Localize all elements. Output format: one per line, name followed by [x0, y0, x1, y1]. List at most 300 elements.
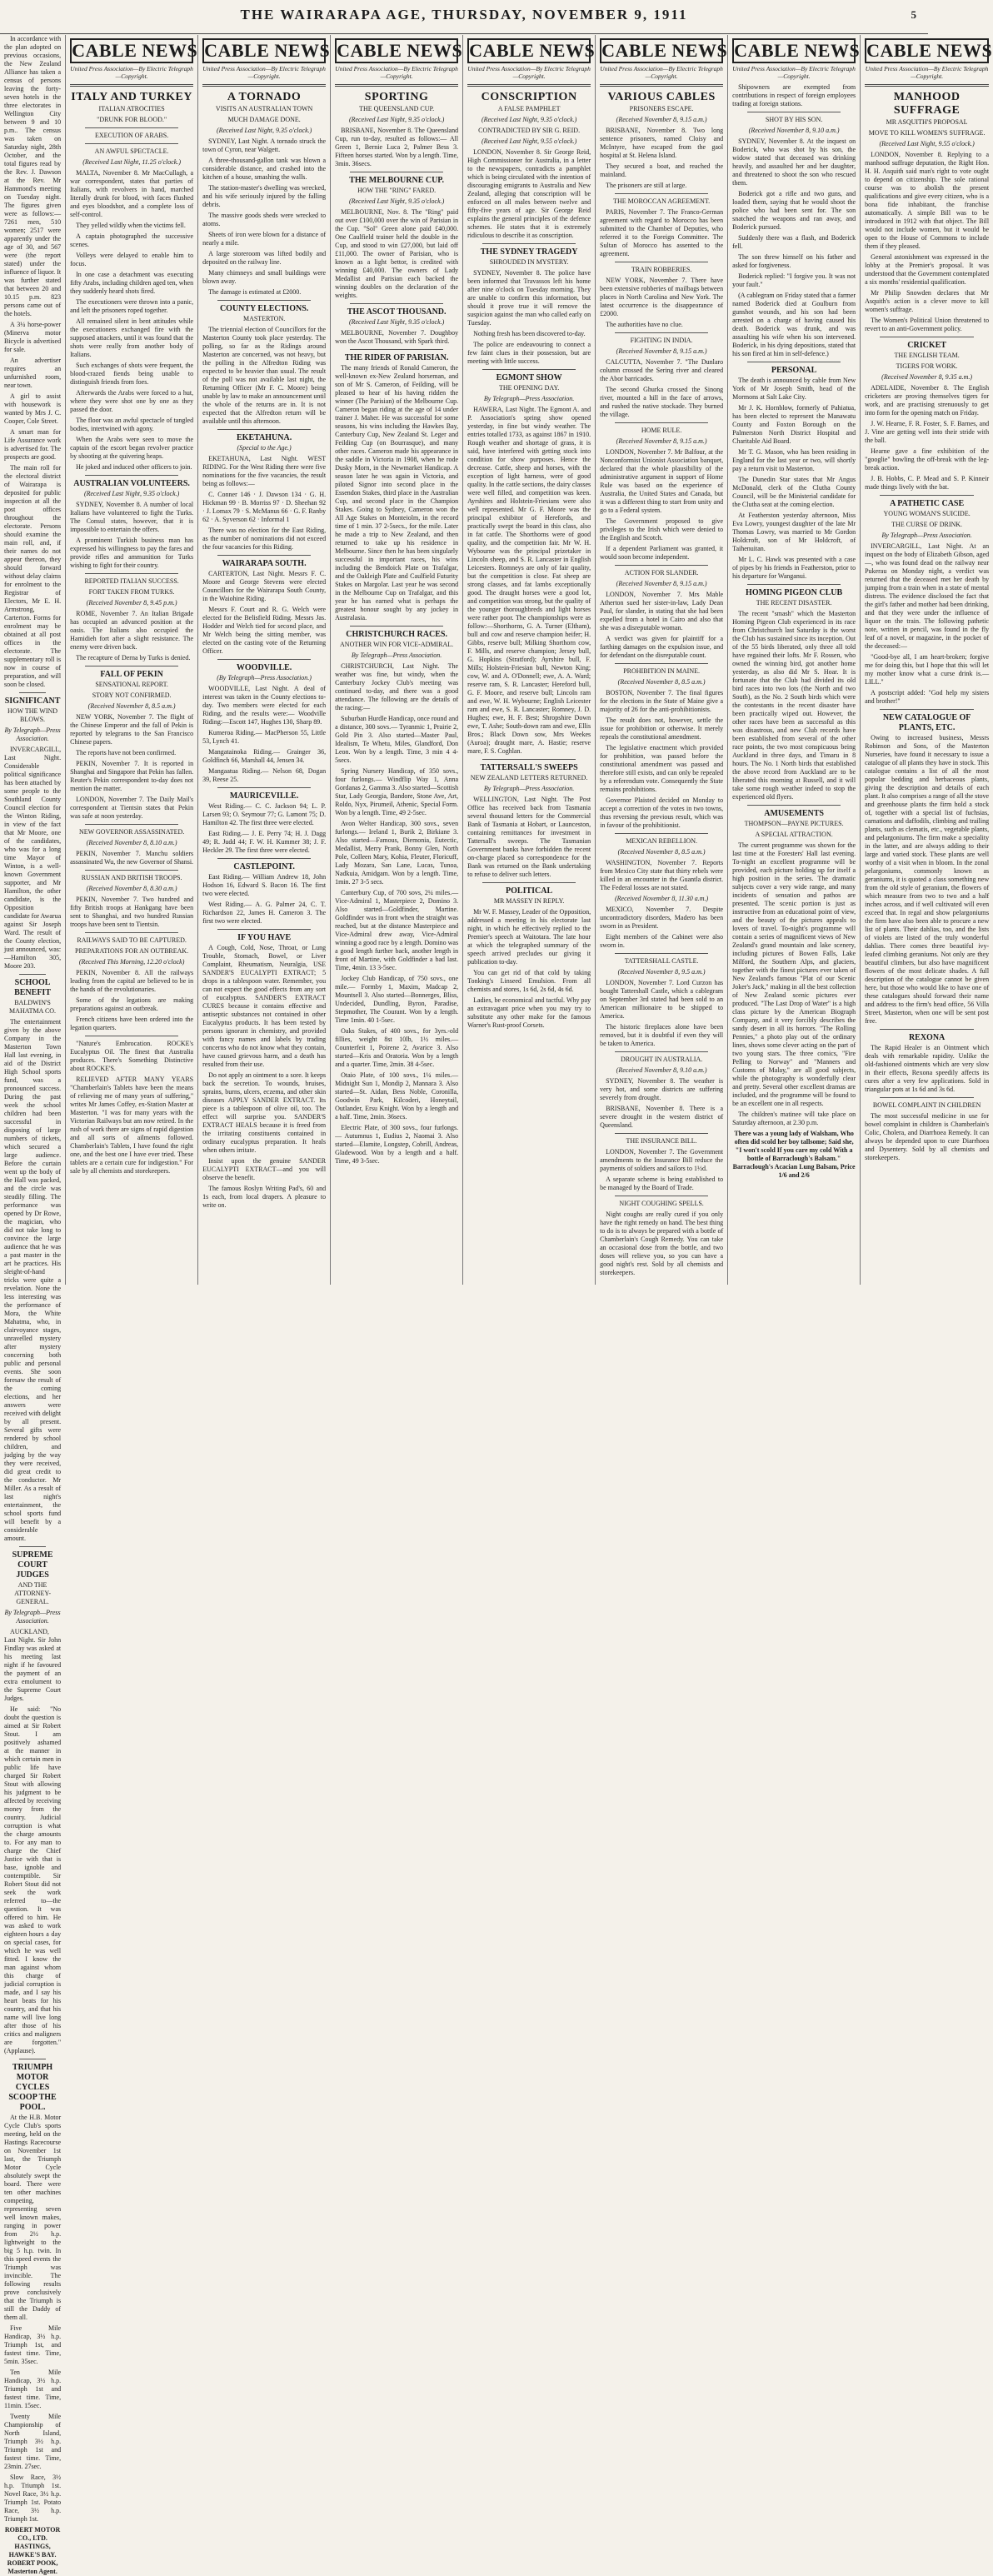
- byline: By Telegraph—Press Association.: [881, 532, 972, 539]
- article-paragraph: Do not apply an ointment to a sore. It keeps back the secretion. To wounds, bruises, sprains, burns, ulcers, eczema, and other skin diseases APPLY SANDER EXTRACT. Its piece is a tablespoon of olive oil, too. The effect will surprise you. SANDER'S EXTRACT HEALS because it is freed from the irritating constituents contained in ordinary eucalyptus preparation. It heals when others irritate.: [202, 1071, 327, 1154]
- byline: (Special to the Age.): [237, 444, 292, 452]
- article-paragraph: EKETAHUNA, Last Night. WEST RIDING. For the West Riding there were five nominations for the five vacancies, the result being as follows:—: [202, 455, 327, 487]
- column-1: [0, 35, 66, 2575]
- article-paragraph: Some of the legations are making preparations against an outbreak.: [70, 996, 194, 1012]
- section-heading: SIGNIFICANT: [4, 696, 61, 706]
- section-heading: NEW CATALOGUE OF PLANTS, ETC.: [882, 713, 971, 732]
- sub-heading: SHOT BY HIS SON.: [765, 116, 823, 123]
- byline: By Telegraph—Press Association.: [483, 785, 575, 792]
- cable-news-banner: CABLE NEWS: [70, 38, 193, 63]
- sub-heading: THE MOROCCAN AGREEMENT.: [613, 197, 711, 205]
- sub-heading: THE OPENING DAY.: [498, 384, 560, 392]
- double-divider: [335, 84, 458, 87]
- sub-heading: HOW THE "RING" FARED.: [357, 187, 437, 194]
- section-heading: MAURICEVILLE.: [229, 791, 299, 801]
- divider: [19, 1546, 46, 1547]
- byline: By Telegraph—Press Association.: [351, 651, 442, 659]
- sub-heading: ITALIAN ATROCITIES: [98, 105, 165, 112]
- article-paragraph: They secured a boat, and reached the mainland.: [600, 162, 724, 178]
- article-paragraph: SYDNEY, November 8. The weather is very hot, and some districts are suffering severely from drought.: [600, 1077, 724, 1101]
- cable-news-banner: CABLE NEWS: [467, 38, 591, 63]
- divider: [880, 1097, 974, 1098]
- divider: [85, 824, 178, 825]
- article-paragraph: The main roll for the electoral district of Wairarapa is deposited for public inspection at all the post offices throughout the electorate. Persons should examine the main roll, and, if their names do not appear thereon, they should forward without delay claims for enrolment to the Registrar of Electors, Mr E. H. Armstrong, Carterton. Forms for enrolment may be obtained at all post offices in the electorate. The supplementary roll is now in course of preparation, and will soon be closed.: [4, 464, 62, 688]
- divider: [217, 929, 311, 930]
- divider: [350, 349, 443, 350]
- article-paragraph: PEKIN, November 7. Two hundred and fifty British troops at Hankgang have been sent to Shanghai, and two hundred Russian troops have been sent to Tientsin.: [70, 896, 194, 928]
- newspaper-title: THE WAIRARAPA AGE, THURSDAY, NOVEMBER 9, 1911: [240, 7, 688, 22]
- article-paragraph: Night coughs are really cured if you only have the right remedy on hand. The best thing to do is to always be prepared with a bottle of Chamberlain's Cough Remedy. You can take an occasional dose from the bottle, and two doses will relieve you, so you can have a good night's rest. Sold by all chemists and storekeepers.: [600, 1211, 724, 1276]
- article-paragraph: "Good-bye all, I am heart-broken; forgive me for doing this, but I hope that this will let my mother know what a curse drink is.—LILL.": [865, 653, 990, 686]
- article-paragraph: Suddenly there was a flash, and Boderick fell.: [732, 234, 856, 250]
- section-heading: THE RIDER OF PARISIAN.: [344, 353, 449, 362]
- article-paragraph: SYDNEY, November 8. The police have been informed that Travassos left his home after nine o'clock on Tuesday morning. They are unable to confirm this information, but should it prove true it will remove the suspicion against the man who called early on Tuesday.: [467, 269, 591, 327]
- article-paragraph: The reports have not been confirmed.: [76, 749, 177, 756]
- sub-heading: YOUNG WOMAN'S SUICIDE.: [883, 510, 971, 517]
- byline: (Received November 8, 9.15 a.m.): [616, 437, 707, 445]
- byline: (Received Last Night, 9.55 o'clock.): [879, 140, 975, 147]
- article-paragraph: The children's matinee will take place on Saturday afternoon, at 2.30 p.m.: [732, 1111, 856, 1126]
- article-paragraph: At Featherston yesterday afternoon, Miss Eva Lowry, youngest daughter of the late Mr Thomas Lowry, was married to Mr Gordon Holdcroft, son of Mr Holdcroft, of Taihenuitan.: [732, 512, 856, 552]
- section-heading: TATTERSALL'S SWEEPS: [480, 763, 578, 772]
- double-divider: [865, 84, 989, 87]
- article-paragraph: Twenty Mile Championship of North Island, Triumph 3½ h.p. Triumph 1st and fastest time. Time, 23min. 27sec.: [4, 2413, 62, 2470]
- article-paragraph: A Cough, Cold, Nose, Throat, or Lung Trouble, Stomach, Bowel, or Liver Complaint, Rheumatism, Neuralgia, USE SANDER'S EUCALYPTI EXTRACT; 5 drops in a tablespoon water. Remember, you can not expect the good effects from any sort of eucalyptus. SANDER'S EXTRACT CURES because it contains effective and antiseptic substances not contained in other Eucalyptus products. It has been tested by persons ignorant in chemistry, and provided with fancy names and labels by trading concerns who do not know what they contain, have caused grievous harm, and a death has resulted from their use.: [202, 944, 327, 1068]
- article-paragraph: ROME, November 7. An Italian Brigade has occupied an advanced position at the oasis. The Italians also occupied the Hamidieh fort after a slight resistance. The enemy were driven back.: [70, 610, 194, 651]
- article-paragraph: The son threw himself on his father and asked for forgiveness.: [732, 253, 856, 269]
- sub-heading: NEW GOVERNOR ASSASSINATED.: [78, 828, 185, 836]
- sub-heading: THE CURSE OF DRINK.: [891, 521, 963, 528]
- article-paragraph: If a dependent Parliament was granted, it would soon become independent.: [600, 545, 724, 561]
- sub-heading: RAILWAYS SAID TO BE CAPTURED.: [77, 936, 187, 944]
- article-paragraph: The Rapid Healer is an Ointment which deals with remarkable rapidity. Unlike the old-fashioned ointments which are very slow in their effects, Rexona speedily affects its cures after a very few applications. Sold in triangular pots at 1s 6d and 3s 6d.: [865, 1044, 990, 1093]
- column-7: [728, 35, 861, 1285]
- divider: [217, 659, 311, 660]
- sub-heading: THE QUEENSLAND CUP.: [359, 105, 435, 112]
- article-paragraph: SYDNEY, November 8. A number of local Italians have volunteered to fight the Turks. The Consul states, however, that it is impossible to entertain the offers.: [70, 501, 194, 533]
- sub-heading: BALDWIN'S MAHATMA CO.: [9, 999, 57, 1015]
- double-divider: [202, 84, 326, 87]
- byline: (Received November 8, 11.30 a.m.): [614, 895, 709, 902]
- cable-news-banner: CABLE NEWS: [600, 38, 723, 63]
- sub-heading: EXECUTION OF ARABS.: [94, 132, 169, 139]
- divider: [482, 369, 576, 370]
- article-paragraph: Volleys were delayed to enable him to focus.: [70, 252, 194, 267]
- byline: (Received November 8, 8.5 a.m.): [617, 678, 706, 686]
- article-headline: A TORNADO: [227, 91, 302, 103]
- article-paragraph: A prominent Turkish business man has expressed his willingness to pay the fares and provide rifles and ammunition for Turks wishing to fight for their country.: [70, 537, 194, 569]
- article-paragraph: The police are endeavouring to connect a few faint clues in their possession, but are meeting with little success.: [467, 341, 591, 365]
- article-paragraph: LONDON, November 7. The Daily Mail's correspondent at Tientsin states that Pekin was safe at noon yesterday.: [70, 796, 194, 820]
- sub-heading: TRAIN ROBBERIES.: [631, 266, 692, 273]
- article-paragraph: He joked and induced other officers to join.: [76, 463, 192, 471]
- column-8: [861, 35, 993, 1285]
- byline: (Received Last Night, 11.25 o'clock.): [82, 158, 181, 166]
- sub-heading: BOWEL COMPLAINT IN CHILDREN: [872, 1101, 981, 1109]
- divider: [615, 1051, 708, 1052]
- masthead: [0, 0, 928, 34]
- article-paragraph: When the Arabs were seen to move the captain of the escort began revolver practice by shooting at the quivering heaps.: [70, 436, 194, 460]
- byline: (Received November 8, 9.10 a.m.): [748, 127, 840, 134]
- article-paragraph: Afterwards the Arabs were forced to a hut, where they were shot one by one as they passed the door.: [70, 389, 194, 413]
- cable-news-banner: CABLE NEWS: [865, 38, 989, 63]
- double-divider: [70, 84, 193, 87]
- section-heading: SUPREME COURT JUDGES: [12, 1550, 53, 1580]
- article-paragraph: MALTA, November 8. Mr MacCullagh, a war correspondent, states that parties of Italians, with revolvers in hand, marched literally drunk for blood, with faces flushed and eyes bloodshot, and a complete loss of self-control.: [70, 169, 194, 218]
- cable-news-banner: CABLE NEWS: [202, 38, 326, 63]
- article-paragraph: West Riding.— A. G. Palmer 24, C. T. Richardson 22, James H. Cameron 3. The first two were elected.: [202, 901, 327, 925]
- byline: (Received November 8, 8.10 a.m.): [86, 839, 177, 846]
- sub-heading: NEW ZEALAND LETTERS RETURNED.: [470, 774, 588, 781]
- section-heading: THE ASCOT THOUSAND.: [347, 307, 447, 317]
- article-paragraph: LONDON, November 7. Mr Balfour, at the Nonconformist Unionist Association banquet, declared that the whole plausibility of the administrative argument in support of Home Rule was based on the experience of Australia, the United States and Canada, but it was a different thing to start from unity and go to a Federal system.: [600, 448, 724, 514]
- article-paragraph: MEXICO, November 7. Despite uncontradictory disorders, Madero has been sworn in as President.: [600, 906, 724, 930]
- section-heading: CRICKET: [907, 341, 946, 350]
- sub-heading: THOMPSON—PAYNE PICTURES.: [744, 820, 844, 827]
- article-paragraph: A 3¼ horse-power (Minerva motor Bicycle is advertised for sale.: [4, 321, 62, 353]
- article-paragraph: A girl to assist with housework is wanted by Mrs J. C. Cooper, Cole Street.: [4, 392, 62, 425]
- article-paragraph: LONDON, November 8. Replying to a manhood suffrage deputation, the Right Hon. H. H. Asquith said man's right to vote ought to depend on citizenship. The sole rational course was to abolish the present qualifications and give every citizen, who is a bona fide inhabitant, the franchise automatically. A simple Bill was to be introduced in 1912 with that object. The Bill would not include women, but it would be open to the House of Commons to include them if they pleased.: [865, 151, 990, 250]
- article-paragraph: MELBOURNE, November 7. Doughboy won the Ascot Thousand, with Spark third.: [335, 329, 459, 345]
- press-credit: United Press Association—By Electric Telegraph—Copyright.: [865, 65, 989, 80]
- byline: (Received November 8, 8.5 a.m.): [87, 702, 176, 710]
- article-paragraph: An advertiser requires an unfurnished room, near town.: [4, 357, 62, 389]
- section-heading: HOMING PIGEON CLUB: [746, 588, 843, 597]
- section-heading: SCHOOL BENEFIT: [14, 978, 51, 997]
- article-paragraph: There was no election for the East Riding, as the number of nominations did not exceed the four vacancies for this Riding.: [202, 527, 327, 551]
- sub-heading: THE INSURANCE BILL.: [626, 1137, 697, 1145]
- article-paragraph: Five Mile Handicap, 3½ h.p. Triumph 1st, and fastest time. Time, 5min. 35sec.: [4, 2324, 62, 2365]
- sub-heading: MEXICAN REBELLION.: [626, 837, 697, 845]
- sub-heading: REPORTED ITALIAN SUCCESS.: [84, 577, 179, 585]
- section-heading: IF YOU HAVE: [237, 933, 292, 942]
- article-paragraph: Otaio Plate, of 100 sovs., 1¼ miles.—Midnight Sun 1, Mondip 2, Mannara 3. Also started—St. Aidan, Bess Noble, Coronilla, Goodwin Park, Kilcoderi, Honeytail, Outlander, Ersu Knight. Won by a length and a half. Time, 2min. 36secs.: [335, 1071, 459, 1121]
- article-paragraph: CALCUTTA, November 7. "The Dunlaro column crossed the Sering river and cleared the Abor barricades.: [600, 358, 724, 382]
- byline: (Received November 8, 9.15 a.m.): [616, 580, 707, 587]
- newspaper-columns: [0, 35, 993, 2575]
- article-paragraph: ADELAIDE, November 8. The English cricketers are proving themselves tigers for work, and are practising strenuously to get into form for the opening match on Friday.: [865, 384, 990, 417]
- article-paragraph: Mr T. G. Mason, who has been residing in England for the last year or two, will shortly pay a return visit to Masterton.: [732, 448, 856, 472]
- divider: [615, 833, 708, 834]
- article-paragraph: A captain photographed the successive scenes.: [70, 232, 194, 248]
- article-paragraph: Insist upon the genuine SANDER EUCALYPTI EXTRACT—and you will observe the benefit.: [202, 1157, 327, 1181]
- article-paragraph: The triennial election of Councillors for the Masterton County took place yesterday. The polling, so far as the Ridings around Masterton are concerned, was not heavy, but the polling in the Alfredton Riding was expected to be heavier than usual. The result of the poll was not available last night, the Returning Officer (Mr F. C. Moore) being unable by law to make an announcement until the whole of the returns are in. It is not expected that the Alfredton return will be available until this afternoon.: [202, 326, 327, 425]
- article-paragraph: PEKIN, November 7. It is reported in Shanghai and Singapore that Pekin has fallen. Reuter's Pekin correspondent to-day does not mention the matter.: [70, 760, 194, 792]
- article-headline: MANHOOD SUFFRAGE: [893, 91, 961, 117]
- article-paragraph: The current programme was shown for the last time at the Foresters' Hall last evening. To-night an excellent programme will be provided, each picture holding up for itself a high position in the series. The dramatic subjects cover a very wide range, and many incidents of sensation and pathos are presented. The scenic portion is just as instructive from an educational point of view, and the beauty of the pictures appeals to lovers of travel. To-night's programme will contain a series of magnificent views of New Zealand's grand mountain and lake scenery, including pictures of Bowen Falls, Lake Milford, the Southern Alps, and glaciers, together with the finest pictures ever taken of New Zealand's famous "Plat of our Scenic Joker's Jack," making in all the best collection of New Zealand scenic pictures ever produced. "The Last Drop of Water" is a high class picture by the American Biograph Company, and it very forcibly describes the sandy desert in all its horrors. "The Rolling Pennies," a photo play out of the ordinary lines, shows some clever acting on the part of two young stars. The three comics, "Fire Pelling to Norway" and "Manners and Customs of Malay," are all good subjects, while the photography is wonderfully clear and pretty. Several other excellent dramas are included, and the programme will be found to be an excellent one in all respects.: [732, 841, 856, 1107]
- article-paragraph: A large storeroom was lifted bodily and deposited on the railway line.: [202, 250, 327, 266]
- article-paragraph: Mr L. C. Hawk was presented with a case of pipes by his friends in Featherston, prior to his departure for Wanganui.: [732, 556, 856, 580]
- article-paragraph: Mr J. K. Hornblow, formerly of Pahiatua, has been elected to represent the Manawatu County and Foxton Borough on the Palmerston North District Hospital and Charitable Aid Board.: [732, 404, 856, 445]
- article-paragraph: The recapture of Derna by Turks is denied.: [76, 654, 191, 661]
- divider: [85, 870, 178, 871]
- advertisement-text: ROBERT MOTOR CO., LTD. HASTINGS, HAWKE'S BAY. ROBERT POOK, Masterton Agent.: [4, 2526, 61, 2575]
- article-paragraph: WOODVILLE, Last Night. A deal of interest was taken in the County elections to-day. Two members were elected for each Riding, and the results were:— Woodville Riding:—Escott 147, Hughes 130, Sharp 89.: [202, 685, 327, 726]
- divider: [615, 332, 708, 333]
- byline: (Received Last Night, 9.35 o'clock.): [216, 127, 312, 134]
- sub-heading: SENSATIONAL REPORT.: [95, 681, 168, 688]
- sub-heading: MOVE TO KILL WOMEN'S SUFFRAGE.: [868, 129, 986, 137]
- article-paragraph: In accordance with the plan adopted on previous occasions, the New Zealand Alliance has taken a census of persons leaving the forty-seven hotels in the three electorates in Wellington City between 9 and 10 p.m.. The census was taken on Saturday night, 28th October, and the total figures read by the Rev. J. Dawson at the Rev. Mr Hammond's meeting on Tuesday night. The figures given were as follows:—7261 men, 510 women; 2517 were apparently under the age of 30, and 567 were (the report stated) under the influence of liquor. It was further stated that between 20 and 10.15 p.m. 823 persons came out of the hotels.: [4, 35, 62, 317]
- article-paragraph: The Government proposed to give privileges to the Irish which were denied to the English and Scotch.: [600, 517, 724, 542]
- byline: (Received November 8, 9.10 a.m.): [616, 1066, 707, 1074]
- sub-heading: HOME RULE.: [641, 427, 682, 434]
- byline: (Received Last Night, 9.35 o'clock.): [348, 197, 445, 205]
- article-paragraph: LONDON, November 7. The Government amendments to the Insurance Bill reduce the payments of soldiers and sailors to 1½d.: [600, 1148, 724, 1172]
- byline: (Received This Morning, 12.20 o'clock): [78, 958, 185, 966]
- sub-heading: THE ENGLISH TEAM.: [894, 352, 960, 359]
- article-paragraph: Suburban Hurdle Handicap, once round and a distance, 300 sovs.— Tyranmic 1, Prairie 2, Gold Pin 3. Also started—Master Paul, Idealism, Te Whetu, Miles, Glandford, Don Leon. Won by a length. Time, 3 min 4 4-5secs.: [335, 715, 459, 764]
- column-6: [596, 35, 728, 1285]
- divider: [880, 495, 974, 496]
- article-paragraph: Mangaatua Riding.— Nelson 68, Dogan 39, Reese 25.: [202, 767, 327, 783]
- press-credit: United Press Association—By Electric Telegraph—Copyright.: [335, 65, 458, 80]
- divider: [85, 475, 178, 476]
- section-heading: FALL OF PEKIN: [100, 670, 163, 679]
- byline: (Received Last Night, 9.35 o'clock.): [83, 490, 180, 497]
- article-paragraph: The result does not, however, settle the issue for prohibition or otherwise. It merely repeals the constitutional amendment.: [600, 716, 724, 741]
- press-credit: United Press Association—By Electric Telegraph—Copyright.: [600, 65, 723, 80]
- article-paragraph: Hearne gave a fine exhibition of the "googlie" bowling the off-break with the leg-break action.: [865, 447, 990, 472]
- section-heading: REXONA: [908, 1033, 946, 1042]
- article-paragraph: INVERCARGILL, Last Night. At an inquest on the body of Elizabeth Gibson, aged —, who was found dead on the railway near Pukerau on Monday night, a verdict was returned that the deceased met her death by jumping from a train when in a state of mental distress. The evidence disclosed the fact that the girl's father and mother had been drinking, and that they were under the influence of liquor on the train. The following pathetic note, written in pencil, was found in the fly leaf of a novel, or magazine, in the pocket of the deceased:—: [865, 542, 990, 650]
- divider: [880, 709, 974, 710]
- column-5: [463, 35, 596, 1285]
- divider: [217, 429, 311, 430]
- article-paragraph: He said: "No doubt the question is aimed at Sir Robert Stout. I am positively ashamed at the manner in which certain men in public life have charged Sir Robert Stout with allowing his judgment to be affected by receiving money from the country. Judicial corruption is what the charge amounts to. For any man to charge the Chief Justice with that is base, ignoble and contemptible. Sir Robert Stout did not seek the work referred to—the question. It was offered to him. He was asked to work eighteen hours a day on special cases, for which he was well fitted. I know the man against whom this charge of judicial corruption is made, and I say his heart beats for his country, and that his name will live long after those of his critics and maligners are forgotten." (Applause).: [4, 1705, 62, 2054]
- sub-heading: FIGHTING IN INDIA.: [630, 337, 693, 344]
- sub-heading: VISITS AN AUSTRALIAN TOWN: [215, 105, 313, 112]
- divider: [350, 626, 443, 627]
- section-heading: AMUSEMENTS: [764, 809, 824, 818]
- article-paragraph: LONDON, November 7. Mrs Mable Atherton sued her sister-in-law, Lady Dean Paul, for slander, in stating that she had been expelled from a hotel in Cairo and also that she was a disreputable woman.: [600, 591, 724, 632]
- byline: (Received Last Night, 9.55 o'clock.): [481, 137, 577, 145]
- article-paragraph: The prisoners are still at large.: [606, 182, 687, 189]
- divider: [615, 565, 708, 566]
- byline: (Received November 8, 9.5 a.m.): [617, 968, 706, 976]
- press-credit: United Press Association—By Electric Telegraph—Copyright.: [732, 65, 856, 80]
- article-paragraph: West Riding.— C. C. Jackson 94; L. P. Larsen 93; O. Seymour 77; G. Lamont 75; D. Hamilton 42. The first three were elected.: [202, 802, 327, 826]
- section-heading: PERSONAL: [771, 366, 817, 375]
- sub-heading: PROHIBITION IN MAINE.: [623, 667, 700, 675]
- press-credit: United Press Association—By Electric Telegraph—Copyright.: [70, 65, 193, 80]
- byline: (Received November 8, 9.15 a.m.): [616, 116, 707, 123]
- sub-heading: A FALSE PAMPHLET: [497, 105, 561, 112]
- byline: (By Telegraph—Press Association.): [217, 674, 312, 681]
- divider: [350, 303, 443, 304]
- sub-heading: MR MASSEY IN REPLY.: [493, 897, 565, 905]
- article-paragraph: BOSTON, November 7. The final figures for the elections in the State of Maine give a majority of 26 for the anti-prohibitionists.: [600, 689, 724, 713]
- article-paragraph: Such exchanges of shots were frequent, the blood-crazed fiends being unable to distinguish friends from foes.: [70, 362, 194, 386]
- section-heading: WAIRARAPA SOUTH.: [222, 559, 307, 568]
- article-paragraph: Electric Plate, of 300 sovs., four furlongs.— Autumnus 1, Eudius 2, Naomai 3. Also started—Elamite, Longstep, Cobrill, Andreas, Gladewood. Won by a length and a half. Time, 49 3-5sec.: [335, 1124, 459, 1165]
- article-paragraph: Eight members of the Cabinet were also sworn in.: [600, 933, 724, 949]
- divider: [482, 759, 576, 760]
- article-paragraph: East Riding.— William Andrew 18, John Hodson 16, Edward S. Bacon 16. The first two were elected.: [202, 873, 327, 897]
- divider: [747, 584, 841, 585]
- article-paragraph: BRISBANE, November 8. Two long sentence prisoners, named Cloisy and McIntyre, have escaped from the gaol hospital at St. Helena Island.: [600, 127, 724, 159]
- article-paragraph: J. B. Hobbs, C. P. Mead and S. P. Kinneir made things lively with the bat.: [865, 475, 990, 491]
- section-heading: A PATHETIC CASE: [890, 499, 965, 508]
- section-heading: CHRISTCHURCH RACES.: [346, 630, 447, 639]
- sub-heading: AN AWFUL SPECTACLE.: [94, 147, 169, 155]
- article-paragraph: A verdict was given for plaintiff for a farthing damages on the expulsion issue, and for defendant on the disreputable count.: [600, 635, 724, 659]
- article-paragraph: LONDON, November 7. Lord Curzon has bought Tattershall Castle, which a cablegram on September 3rd stated had been sold to an American millionaire to be shipped to America.: [600, 979, 724, 1020]
- byline: (Received November 8, 9.35 a.m.): [881, 373, 973, 381]
- sub-heading: DROUGHT IN AUSTRALIA.: [620, 1056, 703, 1063]
- divider: [482, 243, 576, 244]
- article-paragraph: The massive goods sheds were wrecked to atoms.: [202, 212, 327, 227]
- section-heading: THE SYDNEY TRAGEDY: [480, 247, 578, 257]
- sub-heading: ANOTHER WIN FOR VICE-ADMIRAL.: [340, 641, 454, 648]
- article-paragraph: BRISBANE, November 8. The Queensland Cup, run to-day, resulted as follows:— All Green 1, Bernie Luca 2, Palmer Bess 3. Fifteen horses started. Won by a length. Time, 3min. 36secs.: [335, 127, 459, 167]
- article-paragraph: The entertainment given by the above Company in the Masterton Town Hall last evening, in aid of the District High School sports fund, was a pronounced success. During the past week the school children had been successful in disposing of large numbers of tickets, which secured a large audience. Before the curtain went up the body of the Hall was packed, and the circle was steadily filling. The performance was opened by Dr Rowe, the magician, who did not take long to convince the large audience that he was a past master in the art he practices. His sleight-of-hand tricks were quite a revelation. None the less interesting was the performance of Mora, the White Mahatma, who, in clairvoyance stages, unravelled mystery after mystery concerning both public and personal events. She soon foresaw the result of the coming elections, and her answers were received with delight by all present. Several gifts were rendered by school children, and judging by the way they were received, did great credit to the conductor. Mr Miller. As a result of last night's entertainment, the school sports fund will benefit by a considerable amount.: [4, 1018, 62, 1542]
- divider: [615, 193, 708, 194]
- article-paragraph: WASHINGTON, November 7. Reports from Mexico City state that thirty rebels were killed in an encounter in the Guantla district. The Federal losses are not stated.: [600, 859, 724, 891]
- column-2: [66, 35, 198, 1285]
- section-heading: THE MELBOURNE CUP.: [349, 176, 445, 185]
- article-paragraph: Nothing fresh has been discovered to-day.: [473, 330, 586, 337]
- divider: [615, 663, 708, 664]
- divider: [615, 422, 708, 423]
- article-paragraph: The most successful medicine in use for bowel complaint in children is Chamberlain's Colic, Cholera, and Diarrhoea Remedy. It can always be depended upon to cure Diarrhoea and Dysentery. Sold by all chemists and storekeepers.: [865, 1112, 990, 1161]
- advertisement-text: There was a young lady of Walsham, Who often did scold her boy tallsome; Said she, "I won't scold If you care my cold With a bottle of Barraclough's Balsam." Barraclough's Acacian Lung Balsam, Price 1/6 and 2/6: [732, 1130, 856, 1179]
- section-heading: COUNTY ELECTIONS.: [219, 304, 309, 313]
- article-paragraph: Governor Plaisted decided on Monday to accept a correction of the votes in two towns, thus reversing the previous result, which was in favour of the prohibitionist.: [600, 796, 724, 829]
- double-divider: [600, 84, 723, 87]
- article-paragraph: CARTERTON, Last Night. Messrs F. C. Moore and George Stevens were elected Councillors for the Wairarapa South County, in the Waiohine Riding.: [202, 570, 327, 602]
- divider: [217, 858, 311, 859]
- article-paragraph: PARIS, November 7. The Franco-German agreement with regard to Morocco has been submitted to the Chamber of Deputies, who referred it to the Foreign Committee. The Sultan of Morocco has assented to the agreement.: [600, 208, 724, 257]
- column-3: [198, 35, 331, 1285]
- section-heading: POLITICAL: [506, 886, 553, 896]
- article-paragraph: MELBOURNE, Nov. 8. The "Ring" paid out over £100,000 over the win of Parisian in the Cup. "Sol" Green alone paid £40,000. One Caulfield trainer held the double in the Cup, and stood to win £27,000, but laid off £11,000. The owner of Parisian, who is known as a light bettor, is credited with winning £40,000. The owners of Lady Medallist and Parisian each backed the winning doubles on the declaration of the weights.: [335, 208, 459, 299]
- sub-heading: THE RECENT DISASTER.: [756, 599, 832, 607]
- divider: [217, 787, 311, 788]
- divider: [615, 1133, 708, 1134]
- article-paragraph: Avon Welter Handicap, 300 sovs., seven furlongs.— Ireland 1, Burik 2, Birkiane 3. Also started—Famous, Diemonia, Eutectic, Medallist, Merry Prank, Bonny Glen, North Pole, Colleen Mary, Kohia, Fleuter, Floricuff, Lady Mozara, San Lane, Lucas, Tunoa, Nadkuia, Amidgam. Won by a length. Time, 1min. 27 3-5 secs.: [335, 820, 459, 886]
- divider: [85, 127, 178, 128]
- article-paragraph: J. W. Hearne, F. R. Foster, S. F. Barnes, and J. Vine are getting well into their stride with the ball.: [865, 420, 990, 444]
- byline: (Received Last Night, 9.35 o'clock.): [481, 116, 577, 123]
- article-paragraph: Mr W. F. Massey, Leader of the Opposition, addressed a meeting in his electorate last night, in which he effectively replied to the Premier's speech at Waitotara. The late hour at which the telegraphed summary of the speech arrived precludes our giving it publication to-day.: [467, 908, 591, 966]
- sub-heading: CONTRADICTED BY SIR G. REID.: [478, 127, 581, 134]
- article-paragraph: The damage is estimated at £2000.: [208, 288, 302, 296]
- sub-heading: ACTION FOR SLANDER.: [624, 569, 699, 577]
- article-paragraph: C. Conner 146 · J. Dawson 134 · G. H. Hickman 99 · B. Morriss 97 · D. Sheehan 92 · J. Lomax 79 · S. McManus 66 · G. F. Ranby 62 · A. Syverson 62 · Informal 1: [202, 491, 327, 523]
- article-paragraph: NEW YORK, November 7. There have been extensive robberies of mailbags between places in North Carolina and New York. The latest occurrence is the disappearance of £2000.: [600, 277, 724, 317]
- article-paragraph: The legislative enactment which provided for prohibition, was passed before the constitutional amendment was passed and therefore still exists, and can only be repealed by a referendum vote. Consequently the State remains prohibitions.: [600, 744, 724, 793]
- divider: [85, 932, 178, 933]
- article-paragraph: The Dunedin Star states that Mr Angus McDonald, clerk of the Clutha County Council, will be the Ministerial candidate for the Clutha seat at the coming election.: [732, 476, 856, 508]
- section-heading: CASTLEPOINT.: [233, 862, 295, 871]
- article-paragraph: The death is announced by cable from New York of Mr Joseph Smith, head of the Mormons at Salt Lake City.: [732, 377, 856, 401]
- article-paragraph: Kumeroa Riding.— MacPherson 55, Little 53, Lynch 41.: [202, 729, 327, 745]
- byline: (Received November 8, 8.30 a.m.): [86, 885, 177, 892]
- section-heading: TRIUMPH MOTOR CYCLES SCOOP THE POOL.: [8, 2063, 57, 2112]
- sub-heading: RUSSIAN AND BRITISH TROOPS.: [81, 874, 182, 881]
- sub-heading: MASTERTON.: [242, 315, 286, 322]
- article-paragraph: Ten Mile Handicap, 3½ h.p. Triumph 1st and fastest time. Time, 11min. 15sec.: [4, 2369, 62, 2409]
- article-paragraph: The second Ghurka crossed the Sinong river, mounted a hill in the face of arrows, and rushed the native stockade. They burned the village.: [600, 386, 724, 418]
- divider: [19, 692, 46, 693]
- sub-heading: HOW THE WIND BLOWS.: [7, 707, 58, 723]
- divider: [747, 805, 841, 806]
- sub-heading: TATTERSHALL CASTLE.: [624, 957, 699, 965]
- sub-heading: NIGHT COUGHING SPELLS.: [619, 1200, 704, 1207]
- article-paragraph: AUCKLAND, Last Night. Sir John Findlay was asked at his meeting last night if he favoured the payment of an extra emolument to the Supreme Court Judges.: [4, 1628, 62, 1702]
- sub-heading: STORY NOT CONFIRMED.: [92, 691, 172, 699]
- divider: [615, 953, 708, 954]
- byline: By Telegraph—Press Association.: [4, 1609, 61, 1625]
- press-credit: United Press Association—By Electric Telegraph—Copyright.: [202, 65, 326, 80]
- sub-heading: PRISONERS ESCAPE.: [629, 105, 694, 112]
- article-paragraph: A postscript added: "God help my sisters and brother!": [865, 689, 990, 705]
- article-headline: SPORTING: [364, 91, 429, 103]
- divider: [85, 573, 178, 574]
- article-paragraph: A smart man for Life Assurance work is advertised for. The prospects are good.: [4, 428, 62, 461]
- sub-heading: MUCH DAMAGE DONE.: [227, 116, 301, 123]
- cable-news-banner: CABLE NEWS: [335, 38, 458, 63]
- section-heading: EKETAHUNA.: [237, 433, 292, 442]
- article-paragraph: HAWERA, Last Night. The Egmont A. and P. Association's spring show opened yesterday, in fine but windy weather. The entries totalled 1733, as against 1867 in 1910. Rough weather and shortage of grass, it is said, have interfered with getting stock into condition for show purposes. Hence the decrease. Cattle, sheep and horses, with the exception of light harness, were of good quality. In the cattle sections, the dairy classes were well filled, and competition was keen. Ayrshires and Holstein-Friesians were also well represented. Mr G. F. Moore was the principal exhibitor of Herefords, and practically swept the board in this class, also in fat cattle. The Shorthorns were of good quality, and the competition fair. Mr W. H. Wybourne was the principal prizetaker in Lincoln sheep, and S. R. Lancaster in English Leicesters. Romneys are only of fair quality, but the competition is close. Fat sheep are strong classes, and fat lambs exceptionally good. The draught horses were a good lot, and competition was strong, but the quality of the younger thoroughbreds and light horses were rather poor. The championships were as follow:—Shorthorns, G. A. Turner (Eltham), bull and cow and reserve champion heifer; H. Gibbs, reserve bull; Milking Shorthorn cow, F. Mills, and reserve champion; Jersey bull, G. Hopkins (Stratford); Ayrshire bull, F. Mills; Holstein-Friesian bull, Newton King; cow, W. and A. O'Donnell; ewe, A. A. Ward; reserve ram, S. R. Lancaster; Hereford bull, G. F. Moore, and reserve bull; Lincoln ram and ewe, W. H. Wybourne; English Leicester ram and ewe, S. R. Lancaster; Romney, J. D. Hughes; ewe, H. F. Best; Shropshire Down ewe, T. Ashe; South-down ram and ewe, Ellis Bros.; Black Down sow, Mrs Weekes (Auroa); draught mare, A. Hastie; reserve mare, F. S. Coghlan.: [467, 406, 591, 755]
- double-divider: [467, 84, 591, 87]
- sub-heading: TIGERS FOR WORK.: [896, 362, 958, 370]
- sub-heading: FORT TAKEN FROM TURKS.: [88, 588, 175, 596]
- article-paragraph: Oaks Stakes, of 400 sovs., for 3yrs.-old fillies, weight 8st 10lb, 1½ miles.—Counterfeit 1, Poirene 2, Avarice 3. Also started—Kris and Oratoria. Won by a length and a quarter. Time, 2min. 38 4-5sec.: [335, 1027, 459, 1068]
- article-paragraph: BRISBANE, November 8. There is a severe drought in the western district of Queensland.: [600, 1105, 724, 1129]
- article-paragraph: Mr Philip Snowden declares that Mr Asquith's action is a clever move to kill women's suffrage.: [865, 289, 990, 313]
- byline: By Telegraph—Press Association.: [4, 726, 61, 742]
- article-paragraph: General astonishment was expressed in the lobby at the Premier's proposal. It was understood that the Government contemplated a six months' residential qualification.: [865, 253, 990, 286]
- article-paragraph: "Nature's Embrocation. ROCKE's Eucalyptus Oil. The finest that Australia produces. There's Something Distinctive about ROCKE'S.: [70, 1040, 194, 1072]
- article-paragraph: RELIEVED AFTER MANY YEARS "Chamberlain's Tablets have been the means of relieving me of many years of suffering," writes Mr James Coffey, ex-Station Master at Masterton. "I was for many years with the Victorian Railways but am now retired. In the rush of work there are signs of rapid digestion and all sorts of ailments followed. Chamberlain's Tablets, I have found the right one, and the best one I have ever tried. These tablets are a certain cure for indigestion." For sale by all chemists and storekeepers.: [70, 1076, 194, 1175]
- divider: [482, 882, 576, 883]
- article-paragraph: The floor was an awful spectacle of tangled bodies, intertwined with agony.: [70, 417, 194, 432]
- article-paragraph: The historic fireplaces alone have been removed, but it is doubtful if even they will be taken to America.: [600, 1023, 724, 1047]
- article-paragraph: The famous Roslyn Writing Pad's, 60 and 1s each, from local drapers. A pleasure to write on.: [202, 1185, 327, 1209]
- sub-heading: SHROUDED IN MYSTERY.: [489, 258, 569, 266]
- article-paragraph: LONDON, November 8. Sir George Reid, High Commissioner for Australia, in a letter to the newspapers, contradicts a pamphlet which is being circulated with the intention of discouraging emigrants to Australia and New Zealand, alleging that conscription will be enforced on all males between twelve and fifty-five years of age. Sir George Reid explains the general principles of the defence schemes. He states that it is extremely ridiculous to describe it as conscription.: [467, 148, 591, 239]
- article-paragraph: French citizens have been ordered into the legation quarters.: [70, 1016, 194, 1031]
- byline: (Received November 8, 9.15 a.m.): [616, 347, 707, 355]
- sub-heading: AND THE ATTORNEY-GENERAL.: [14, 1581, 51, 1605]
- article-paragraph: INVERCARGILL, Last Night. Considerable political significance has been attached by some people to the Southland County Council election for the Winton Riding, in view of the fact that Mr Moore, one of the candidates, who was for a long time Mayor of Winton, is a well-known Government supporter, and Mr Hamilton, the other candidate, is the Opposition candidate for Awarua against Sir Joseph Ward. The result of the County election, just announced, was:—Hamilton 305, Moore 203.: [4, 746, 62, 970]
- article-paragraph: Boderick got a rifle and two guns, and loaded them, saying that he would shoot the police who had been sent for. The son snatched the weapons and ran away, and Boderick pursued.: [732, 190, 856, 231]
- article-paragraph: Spring Nursery Handicap, of 350 sovs., four furlongs.— Windflip Way 1, Anna Gordanas 2, Gamma 3. Also started—Scottish Star, Lady Georgia, Bandore, Stone Ave, Art, Roldo, Nyx, Pirumeil, Athenic, Special Form. Won by a length. Time, 49 2-5sec.: [335, 767, 459, 816]
- article-paragraph: CHRISTCHURCH, Last Night. The weather was fine, but windy, when the Canterbury Jockey Club's meeting was continued to-day, and there was a good attendance. The following are the details of the racing:—: [335, 662, 459, 711]
- article-paragraph: WELLINGTON, Last Night. The Post Office has received back from Tasmania several thousand letters for the Commercial Bank of Tasmania at Hobart, or Launceston, containing remittances for investment in Tattersall's sweeps. The Tasmanian Government banks have forbidden the recent on-charge placed so correspondence for the Bank was returned on the Bank undertaking to refuse to deliver such letters.: [467, 796, 591, 878]
- article-paragraph: The recent "smash" which the Masterton Homing Pigeon Club experienced in its race from Christchurch last Saturday is the worst the Club has sustained since its inception. Out of the 55 birds liberated, only three all told have regained their lofts. Mr F. Rossen, who owned the winning bird, got another home yesterday, as also did Mr S. Hoar. It is fortunate that the Club had divided its old bird races into two lots (the North and two South), as the No. 2 South birds which were the contestants in the recent disaster have been practically wiped out. However, the other races have been as successful as this was disastrous, and new Club records have been established from several of the other race points, the two most conspicuous being Auckland in three days, and Timaru in 8 hours. The No. 1 North birds that established the above record from Auckland are to be liberated this morning at Russell, and it will take some rough weather indeed to stop the experienced old flyers.: [732, 610, 856, 801]
- article-paragraph: Many chimneys and small buildings were blown away.: [202, 269, 327, 285]
- byline: By Telegraph—Press Association.: [483, 395, 575, 402]
- byline: (Received November 8, 9.45 p.m.): [86, 599, 177, 607]
- article-paragraph: All remained silent in bent attitudes while the executioners exchanged fire with the supposed attackers, until it was found that the shots were really from another body of Italians.: [70, 317, 194, 358]
- article-paragraph: Jockey Club Handicap, of 750 sovs., one mile.— Formby 1, Maxim, Madcap 2, Mountsell 3. Also started—Bonnerges, Bliss, Undecided, Dundling, Byron, Paradise, Stepmother, The Courant. Won by a length. Time 1min. 40 1-5sec.: [335, 975, 459, 1024]
- article-paragraph: The authorities have no clue.: [606, 321, 683, 328]
- article-paragraph: At the H.B. Motor Cycle Club's sports meeting, held on the Hastings Racecourse on November 1st last, the Triumph Motor Cycle absolutely swept the board. There were ten other machines competing, representing seven well known makes, ranging in power from 2½ h.p. lightweight to the big 5 h.p. twin. In this speed events the Triumph was invincible. The following results prove conclusively that the Triumph is still the Daddy of them all.: [4, 2114, 62, 2321]
- article-headline: CONSCRIPTION: [481, 91, 577, 103]
- article-paragraph: Boderick replied: "I forgive you. It was not your fault.": [732, 272, 856, 288]
- article-paragraph: East Riding.— J. E. Perry 74; H. J. Dagg 49; R. Judd 44; F. W. H. Kummer 38; J. F. Heckler 29. The first three were elected.: [202, 830, 327, 854]
- sub-heading: PREPARATIONS FOR AN OUTBREAK.: [75, 947, 189, 955]
- article-paragraph: (A cablegram on Friday stated that a farmer named Boderick died at Goulburn from gunshot wounds, and his son had been arrested on a charge of having caused his death. Boderick was drunk, and was assaulting his wife when his son intervened. Boderick, in his dying depositions, stated that his son fired at him in self-defence.): [732, 292, 856, 357]
- article-paragraph: NEW YORK, November 7. The flight of the Chinese Emperor and the fall of Pekin is reported by telegrams to the San Francisco Chinese papers.: [70, 713, 194, 746]
- article-paragraph: Ladies, be economical and tactful. Why pay an extravagant price when you may try to substitute any other make for the famous Warner's Rust-proof Corsets.: [467, 996, 591, 1029]
- article-paragraph: Sheets of iron were blown for a distance of nearly a mile.: [202, 231, 327, 247]
- sub-heading: MR ASQUITH'S PROPOSAL: [886, 118, 968, 126]
- article-paragraph: Messrs F. Court and R. G. Welch were elected for the Belisfield Riding. Messrs Jas. Hodder and Welch tied for second place, and Mr Welch being the sitting member, was elected on the casting vote of the Returning Officer.: [202, 606, 327, 655]
